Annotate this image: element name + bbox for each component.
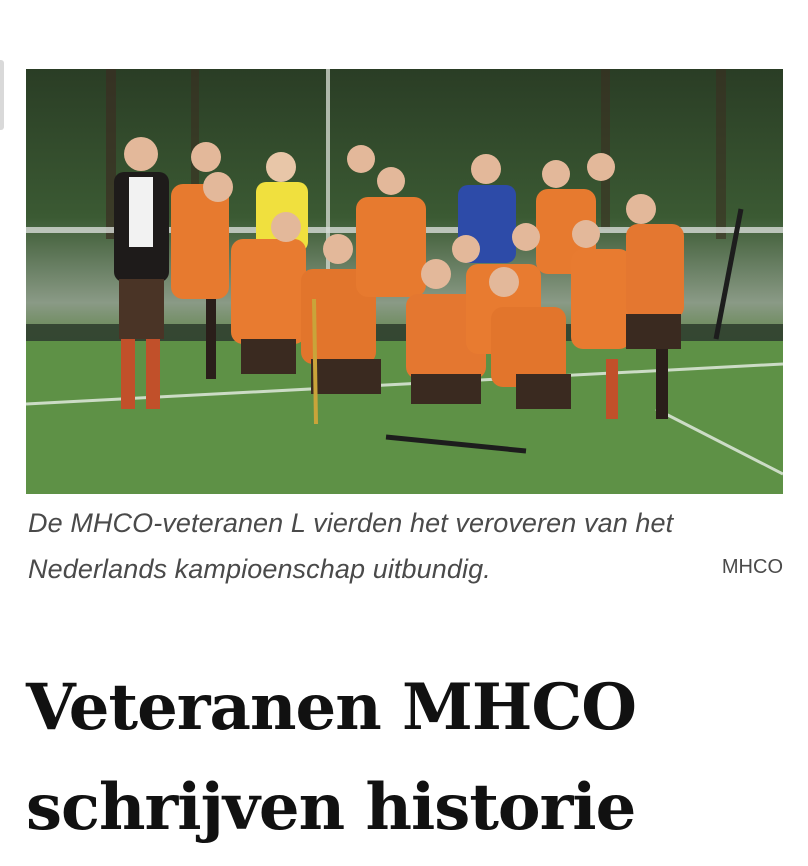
article-headline: Veteranen MHCO schrijven historie bbox=[26, 670, 637, 845]
scroll-edge-indicator bbox=[0, 60, 4, 130]
photo-caption-block bbox=[26, 500, 783, 600]
photo-caption: De MHCO-veteranen L vierden het veroveren van het Nederlands kampioenschap uitbundig. bbox=[28, 508, 674, 584]
photo-credit: MHCO bbox=[721, 556, 783, 578]
team-photo-illustration bbox=[26, 69, 783, 494]
article-photo[interactable] bbox=[26, 69, 783, 494]
